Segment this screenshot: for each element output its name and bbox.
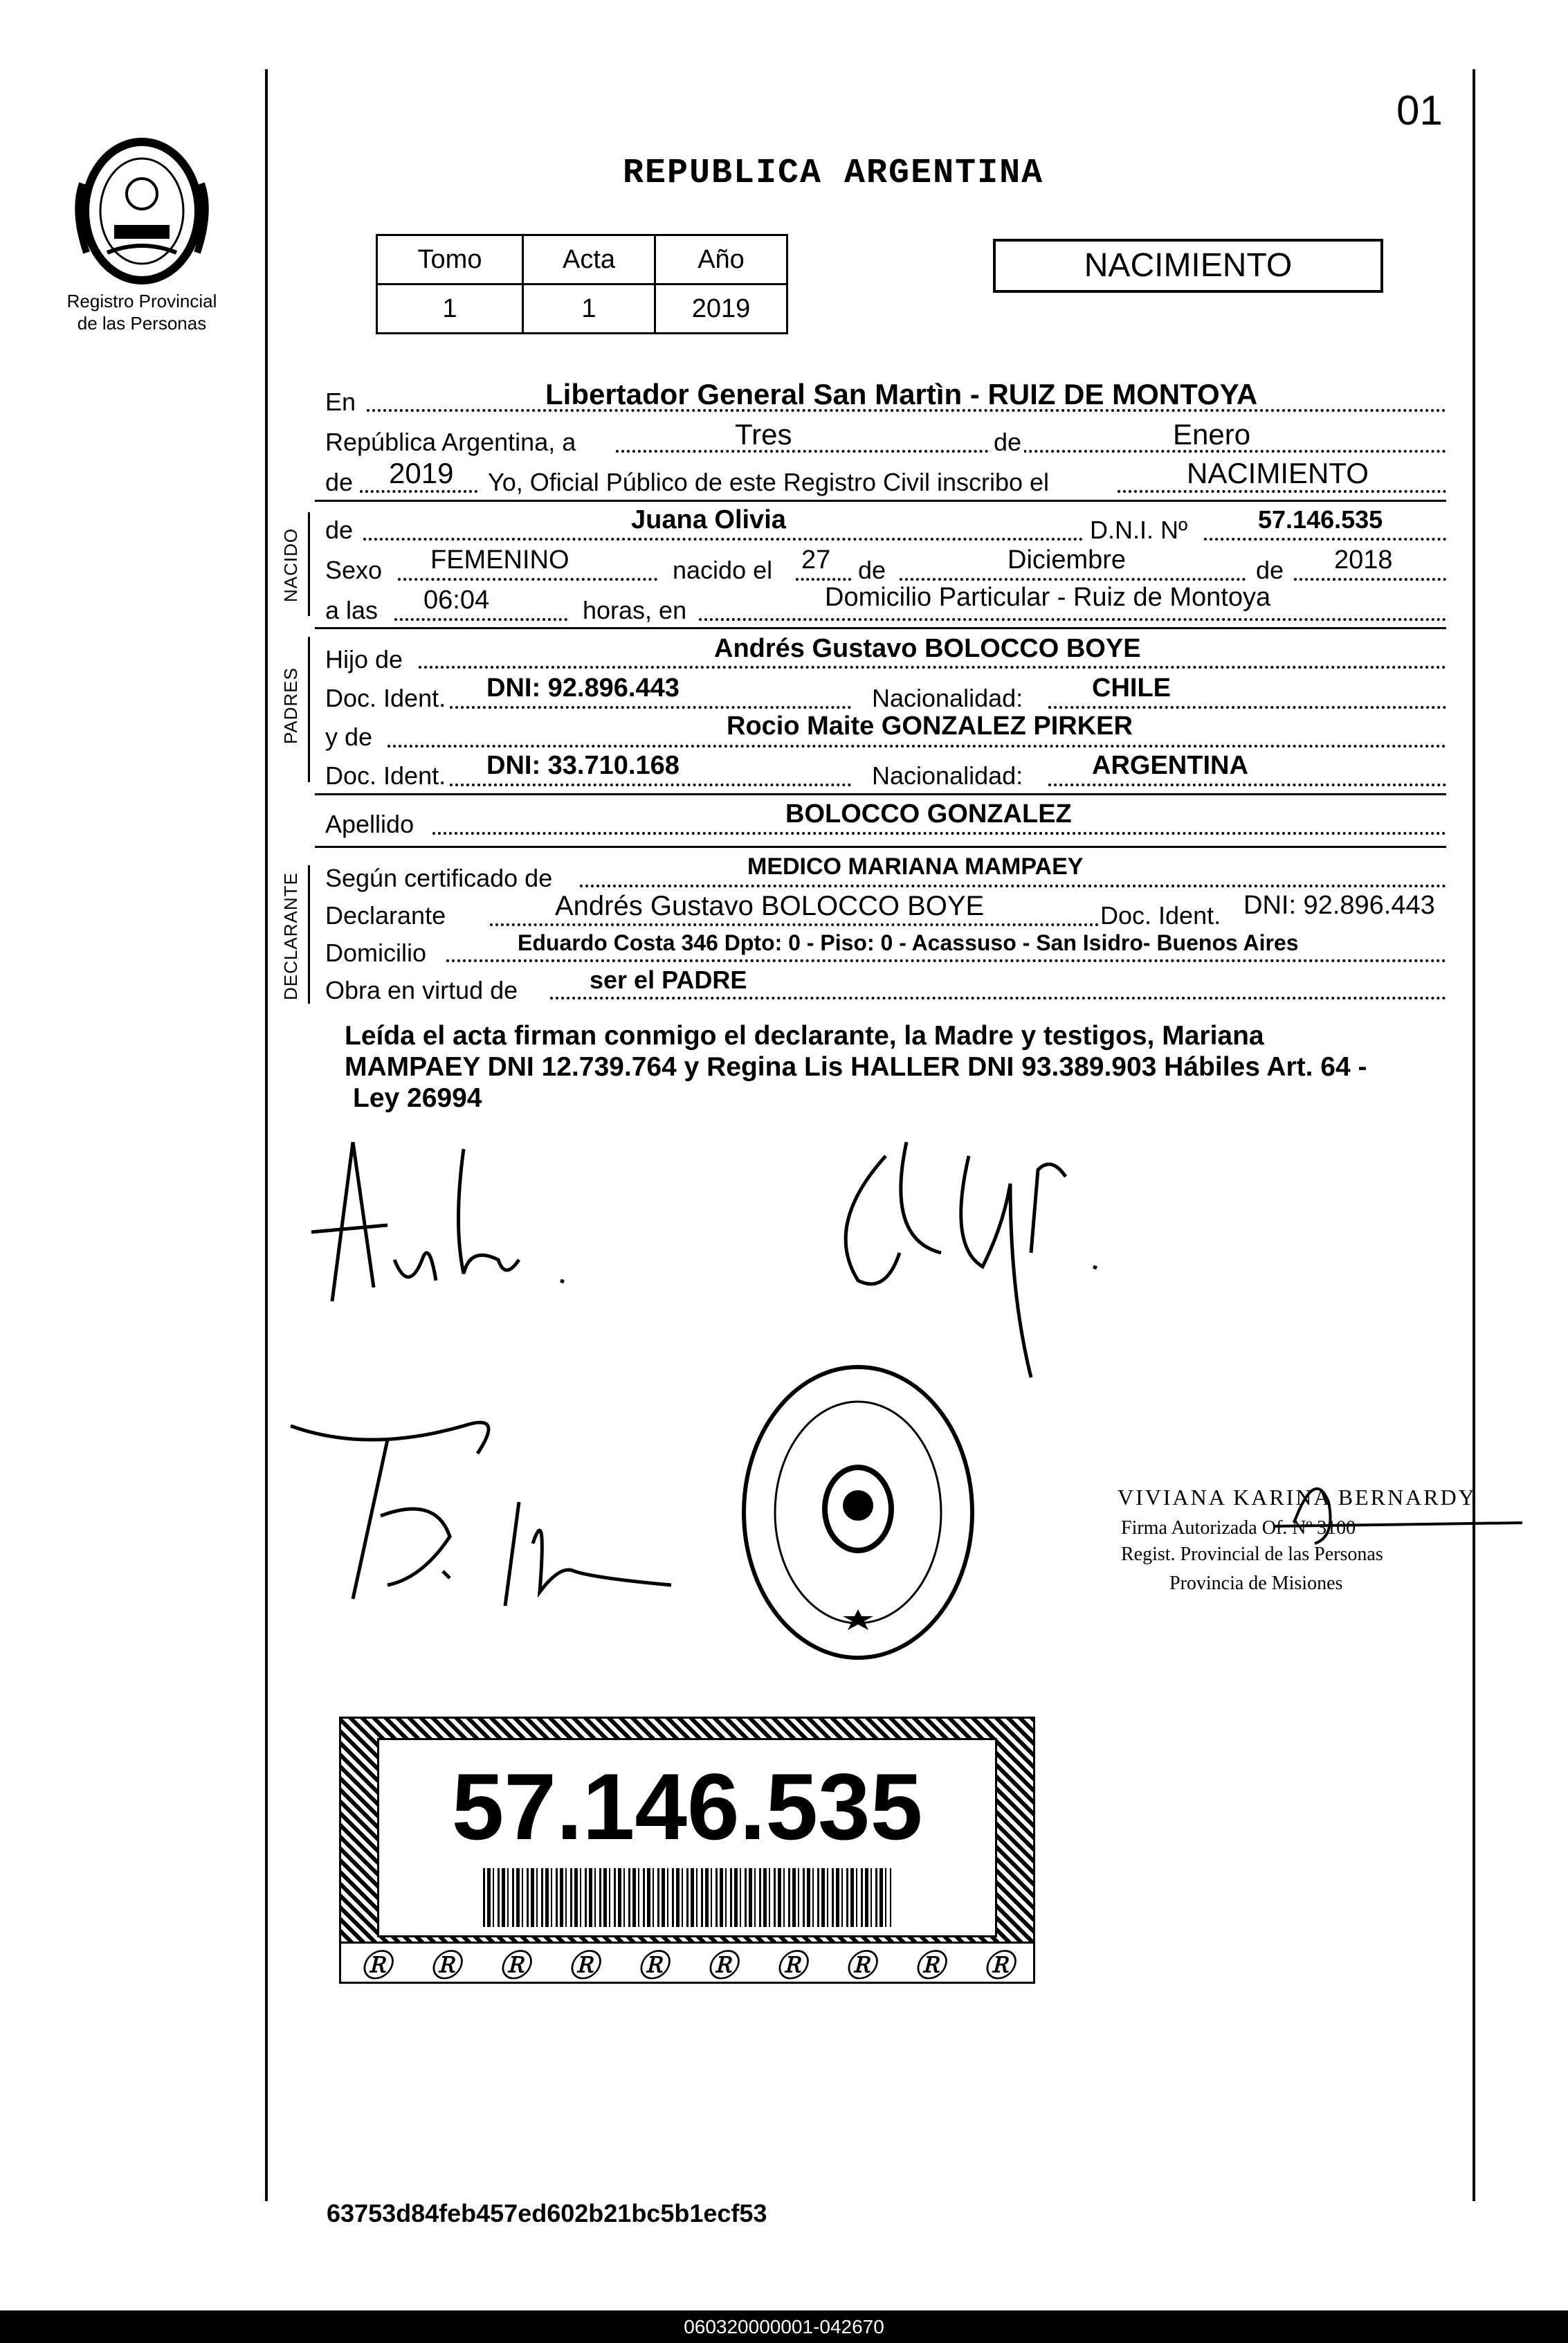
mother-dots (388, 745, 1446, 748)
apellido-top-rule (315, 793, 1446, 795)
barcode (483, 1868, 891, 1927)
province-logo (66, 135, 218, 301)
nacido-place: Domicilio Particular - Ruiz de Montoya (825, 583, 1271, 612)
tomo-value: 1 (377, 284, 523, 334)
act-dots (1118, 490, 1446, 493)
cert-value: MEDICO MARIANA MAMPAEY (747, 853, 1084, 880)
horas-label: horas, en (583, 596, 687, 624)
nacido-name-dots (363, 538, 1083, 541)
decl-name: Andrés Gustavo BOLOCCO BOYE (555, 891, 985, 921)
father-doc: DNI: 92.896.443 (486, 673, 680, 703)
father-name: Andrés Gustavo BOLOCCO BOYE (714, 634, 1141, 663)
dom-dots (446, 959, 1446, 962)
father-nat-label: Nacionalidad: (872, 684, 1023, 712)
id-number: 57.146.535 (451, 1754, 923, 1859)
mother-doc: DNI: 33.710.168 (486, 751, 680, 780)
mother-name: Rocio Maite GONZALEZ PIRKER (727, 712, 1133, 741)
padres-side-label: PADRES (280, 667, 301, 744)
acta-value: 1 (523, 284, 655, 334)
nacido-dni: 57.146.535 (1258, 505, 1383, 534)
nacido-side-label: NACIDO (280, 527, 301, 602)
father-doc-dots (450, 706, 851, 709)
intro-year-dots (360, 490, 477, 493)
mother-nat: ARGENTINA (1092, 751, 1248, 780)
mother-nat-label: Nacionalidad: (872, 761, 1023, 790)
official-line4: Provincia de Misiones (1169, 1573, 1343, 1594)
nacido-el-label: nacido el (673, 556, 773, 584)
declarante-bracket (308, 865, 310, 1004)
cert-label: Según certificado de (325, 864, 553, 892)
padres-bracket (308, 637, 310, 782)
intro-year: 2019 (389, 457, 454, 489)
page-number: 01 (1396, 87, 1443, 134)
a-las-label: a las (325, 596, 379, 624)
tomo-header: Tomo (377, 235, 523, 284)
y-de-label: y de (325, 723, 373, 751)
apellido-dots (432, 832, 1446, 835)
closing-line2: MAMPAEY DNI 12.739.764 y Regina Lis HALLER DNI 93.389.903 Hábiles Art. 64 - (345, 1052, 1367, 1082)
father-nat-dots (1048, 706, 1446, 709)
r-mark-icon: Ⓡ (637, 1948, 668, 1983)
decl-doc: DNI: 92.896.443 (1243, 891, 1435, 920)
document-hash: 63753d84feb457ed602b21bc5b1ecf53 (327, 2199, 767, 2227)
mother-doc-label: Doc. Ident. (325, 761, 446, 790)
logo-caption-line1: Registro Provincial (66, 291, 217, 311)
dom-label: Domicilio (325, 939, 427, 967)
r-mark-icon: Ⓡ (776, 1948, 806, 1983)
r-mark-icon: Ⓡ (845, 1948, 875, 1983)
nacido-month: Diciembre (1008, 545, 1127, 575)
nacido-time: 06:04 (423, 586, 490, 615)
sexo-dots (398, 578, 657, 581)
decl-dots (490, 923, 1099, 926)
republica-label: República Argentina, a (325, 428, 576, 456)
sticker-r-band (341, 1942, 1033, 1982)
acta-header: Acta (523, 235, 655, 284)
r-mark-icon: Ⓡ (914, 1948, 945, 1983)
day-dots (796, 578, 851, 581)
logo-caption-line2: de las Personas (77, 313, 207, 334)
nacido-name: Juana Olivia (631, 505, 786, 534)
intro-month: Enero (1173, 418, 1251, 451)
nacido-de-label: de (325, 516, 354, 544)
nacido-top-rule (315, 500, 1446, 502)
decl-label: Declarante (325, 901, 446, 930)
year-dots (1294, 578, 1446, 581)
right-margin-line (1473, 69, 1475, 2201)
mother-doc-dots (450, 784, 851, 786)
register-table (376, 234, 788, 334)
nacido-de-month-label: de (858, 556, 886, 584)
r-mark-icon: Ⓡ (983, 1948, 1014, 1983)
footer-code: 060320000001-042670 (684, 2316, 884, 2337)
mother-nat-dots (1048, 784, 1446, 786)
month-dots (900, 578, 1246, 581)
r-mark-icon: Ⓡ (706, 1948, 737, 1983)
obra-value: ser el PADRE (590, 966, 747, 994)
official-stamp (733, 1357, 983, 1668)
hijo-label: Hijo de (325, 645, 403, 673)
r-mark-icon: Ⓡ (430, 1948, 460, 1983)
nacido-bracket (308, 512, 310, 616)
id-sticker (339, 1717, 1035, 1984)
intro-place: Libertador General San Martìn - RUIZ DE MONTOYA (545, 378, 1258, 410)
cert-dots (580, 885, 1446, 887)
sexo-label: Sexo (325, 556, 383, 584)
closing-line1: Leída el acta firman conmigo el declarante, la Madre y testigos, Mariana (345, 1021, 1264, 1051)
father-dots (419, 666, 1446, 669)
id-sticker-inner (377, 1738, 997, 1937)
dni-dots (1204, 538, 1446, 541)
apellido-value: BOLOCCO GONZALEZ (785, 799, 1072, 829)
doc-type-box (993, 239, 1383, 293)
r-mark-icon: Ⓡ (361, 1948, 391, 1983)
r-mark-icon: Ⓡ (499, 1948, 529, 1983)
domicilio-value: Eduardo Costa 346 Dpto: 0 - Piso: 0 - Acassuso - San Isidro- Buenos Aires (518, 930, 1299, 955)
father-doc-label: Doc. Ident. (325, 684, 446, 712)
en-label: En (325, 388, 356, 416)
official-line2: Firma Autorizada Of. Nº 3100 (1121, 1517, 1356, 1539)
signature-declarante (298, 1121, 657, 1343)
page-title: REPUBLICA ARGENTINA (623, 154, 1044, 193)
nacido-de-year-label: de (1256, 556, 1284, 584)
official-initials (1252, 1460, 1529, 1557)
declarante-side-label: DECLARANTE (280, 872, 301, 1000)
dni-label: D.N.I. Nº (1090, 516, 1188, 544)
time-dots (394, 618, 567, 621)
official-name: VIVIANA KARINA BERNARDY (1118, 1485, 1477, 1510)
decl-doc-label: Doc. Ident. (1100, 901, 1221, 930)
obra-dots (550, 997, 1446, 999)
intro-de-label: de (991, 428, 1024, 457)
nacido-year: 2018 (1334, 545, 1393, 575)
intro-de-label2: de (325, 468, 354, 496)
intro-act: NACIMIENTO (1187, 457, 1369, 489)
closing-line3: Ley 26994 (353, 1083, 482, 1113)
padres-top-rule (315, 627, 1446, 629)
signature-witness (284, 1398, 685, 1634)
sexo-value: FEMENINO (430, 545, 569, 575)
left-margin-line (265, 69, 268, 2201)
obra-label: Obra en virtud de (325, 976, 518, 1004)
intro-day: Tres (735, 418, 792, 451)
apellido-label: Apellido (325, 810, 414, 838)
nacido-place-dots (699, 618, 1446, 621)
official-line3: Regist. Provincial de las Personas (1121, 1544, 1383, 1565)
footer-bar (0, 2310, 1568, 2343)
nacido-day: 27 (801, 545, 831, 575)
father-nat: CHILE (1092, 673, 1171, 703)
declarante-top-rule (315, 846, 1446, 848)
ano-value: 2019 (655, 284, 787, 334)
r-mark-icon: Ⓡ (568, 1948, 599, 1983)
doc-type: NACIMIENTO (1084, 247, 1293, 284)
oficial-text: Yo, Oficial Público de este Registro Civil inscribo el (488, 468, 1050, 496)
ano-header: Año (655, 235, 787, 284)
